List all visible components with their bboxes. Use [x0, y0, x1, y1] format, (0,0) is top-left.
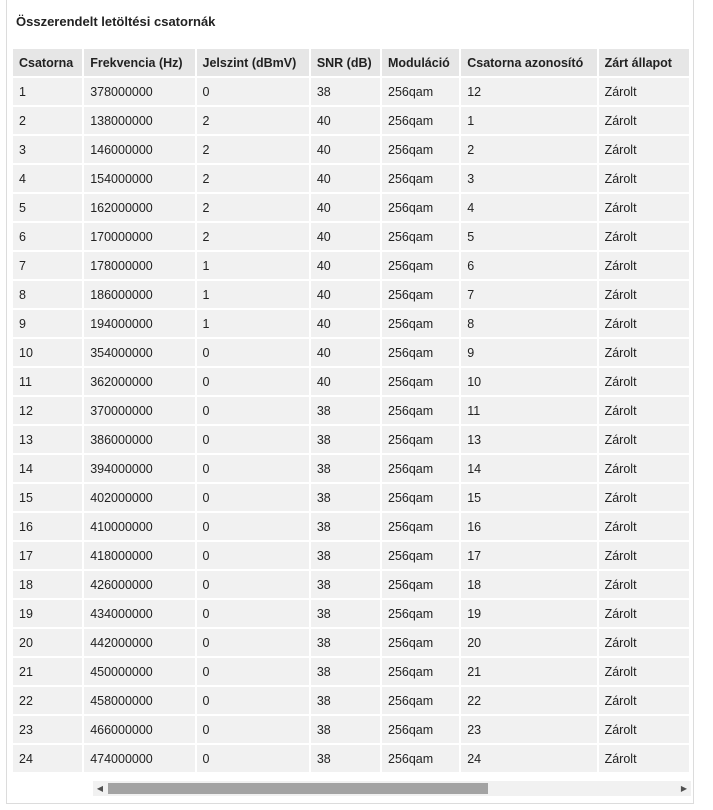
cell-channel-id: 10 [461, 368, 596, 395]
cell-channel: 6 [13, 223, 82, 250]
cell-modulation: 256qam [382, 339, 459, 366]
cell-channel: 2 [13, 107, 82, 134]
cell-channel: 24 [13, 745, 82, 772]
cell-snr: 38 [311, 542, 380, 569]
cell-lock-status: Zárolt [599, 107, 689, 134]
table-row [13, 426, 689, 453]
cell-lock-status: Zárolt [599, 368, 689, 395]
cell-snr: 38 [311, 455, 380, 482]
cell-lock-status: Zárolt [599, 600, 689, 627]
cell-snr: 38 [311, 426, 380, 453]
table-row [13, 600, 689, 627]
cell-modulation: 256qam [382, 426, 459, 453]
cell-power-level: 2 [197, 165, 309, 192]
cell-snr: 40 [311, 252, 380, 279]
cell-lock-status: Zárolt [599, 136, 689, 163]
cell-snr: 40 [311, 136, 380, 163]
cell-lock-status: Zárolt [599, 745, 689, 772]
cell-frequency: 378000000 [84, 78, 194, 105]
cell-frequency: 418000000 [84, 542, 194, 569]
cell-lock-status: Zárolt [599, 658, 689, 685]
cell-lock-status: Zárolt [599, 78, 689, 105]
cell-frequency: 154000000 [84, 165, 194, 192]
table-body [13, 78, 689, 772]
cell-snr: 40 [311, 339, 380, 366]
cell-power-level: 0 [197, 426, 309, 453]
cell-power-level: 0 [197, 629, 309, 656]
cell-power-level: 0 [197, 542, 309, 569]
cell-channel: 14 [13, 455, 82, 482]
cell-channel: 23 [13, 716, 82, 743]
cell-channel-id: 7 [461, 281, 596, 308]
cell-power-level: 0 [197, 368, 309, 395]
cell-frequency: 426000000 [84, 571, 194, 598]
cell-power-level: 0 [197, 716, 309, 743]
cell-channel-id: 17 [461, 542, 596, 569]
cell-channel: 13 [13, 426, 82, 453]
scrollbar-thumb[interactable] [108, 783, 488, 794]
cell-modulation: 256qam [382, 658, 459, 685]
cell-snr: 40 [311, 310, 380, 337]
cell-power-level: 0 [197, 658, 309, 685]
cell-power-level: 0 [197, 513, 309, 540]
horizontal-scrollbar[interactable] [93, 781, 691, 796]
cell-channel-id: 19 [461, 600, 596, 627]
cell-snr: 38 [311, 716, 380, 743]
cell-snr: 38 [311, 484, 380, 511]
cell-modulation: 256qam [382, 687, 459, 714]
cell-lock-status: Zárolt [599, 426, 689, 453]
cell-frequency: 146000000 [84, 136, 194, 163]
cell-snr: 38 [311, 397, 380, 424]
table-row [13, 194, 689, 221]
cell-channel-id: 5 [461, 223, 596, 250]
cell-frequency: 434000000 [84, 600, 194, 627]
cell-snr: 38 [311, 745, 380, 772]
cell-modulation: 256qam [382, 368, 459, 395]
cell-modulation: 256qam [382, 107, 459, 134]
cell-frequency: 450000000 [84, 658, 194, 685]
table-row [13, 716, 689, 743]
cell-modulation: 256qam [382, 629, 459, 656]
cell-power-level: 2 [197, 194, 309, 221]
cell-power-level: 2 [197, 223, 309, 250]
cell-channel: 4 [13, 165, 82, 192]
cell-channel-id: 16 [461, 513, 596, 540]
downstream-channels-table [13, 49, 689, 774]
table-row [13, 629, 689, 656]
cell-channel: 10 [13, 339, 82, 366]
cell-channel-id: 14 [461, 455, 596, 482]
cell-frequency: 362000000 [84, 368, 194, 395]
cell-lock-status: Zárolt [599, 542, 689, 569]
cell-channel-id: 21 [461, 658, 596, 685]
cell-lock-status: Zárolt [599, 455, 689, 482]
cell-modulation: 256qam [382, 136, 459, 163]
cell-lock-status: Zárolt [599, 484, 689, 511]
cell-lock-status: Zárolt [599, 716, 689, 743]
cell-channel-id: 13 [461, 426, 596, 453]
cell-power-level: 0 [197, 745, 309, 772]
cell-modulation: 256qam [382, 281, 459, 308]
cell-lock-status: Zárolt [599, 223, 689, 250]
table-row [13, 223, 689, 250]
cell-snr: 38 [311, 658, 380, 685]
cell-channel-id: 3 [461, 165, 596, 192]
cell-snr: 40 [311, 165, 380, 192]
cell-power-level: 1 [197, 252, 309, 279]
table-row [13, 513, 689, 540]
cell-frequency: 410000000 [84, 513, 194, 540]
cell-power-level: 0 [197, 571, 309, 598]
cell-channel: 15 [13, 484, 82, 511]
cell-modulation: 256qam [382, 252, 459, 279]
cell-frequency: 138000000 [84, 107, 194, 134]
cell-lock-status: Zárolt [599, 571, 689, 598]
column-header-snr: SNR (dB) [311, 49, 380, 76]
cell-lock-status: Zárolt [599, 513, 689, 540]
cell-lock-status: Zárolt [599, 629, 689, 656]
cell-lock-status: Zárolt [599, 165, 689, 192]
page-gutter [695, 0, 713, 810]
column-header-frequency: Frekvencia (Hz) [84, 49, 194, 76]
cell-channel: 3 [13, 136, 82, 163]
table-row [13, 78, 689, 105]
cell-channel: 12 [13, 397, 82, 424]
cell-channel-id: 8 [461, 310, 596, 337]
table-row [13, 542, 689, 569]
cell-power-level: 0 [197, 484, 309, 511]
cell-power-level: 0 [197, 687, 309, 714]
cell-channel: 8 [13, 281, 82, 308]
cell-power-level: 0 [197, 397, 309, 424]
cell-channel-id: 4 [461, 194, 596, 221]
cell-lock-status: Zárolt [599, 281, 689, 308]
cell-modulation: 256qam [382, 194, 459, 221]
section-title: Összerendelt letöltési csatornák [16, 14, 216, 29]
table-row [13, 658, 689, 685]
cell-modulation: 256qam [382, 310, 459, 337]
cell-modulation: 256qam [382, 716, 459, 743]
table-scroll-container[interactable] [13, 49, 689, 775]
cell-channel-id: 23 [461, 716, 596, 743]
chevron-right-icon[interactable]: ▶ [680, 784, 688, 793]
cell-channel: 16 [13, 513, 82, 540]
cell-power-level: 1 [197, 310, 309, 337]
cell-channel: 21 [13, 658, 82, 685]
cell-frequency: 162000000 [84, 194, 194, 221]
cell-channel-id: 22 [461, 687, 596, 714]
cell-modulation: 256qam [382, 78, 459, 105]
cell-channel-id: 20 [461, 629, 596, 656]
column-header-modulation: Moduláció [382, 49, 459, 76]
cell-snr: 38 [311, 687, 380, 714]
cell-channel-id: 24 [461, 745, 596, 772]
cell-channel-id: 12 [461, 78, 596, 105]
cell-channel: 11 [13, 368, 82, 395]
table-row [13, 165, 689, 192]
cell-channel-id: 2 [461, 136, 596, 163]
cell-channel: 17 [13, 542, 82, 569]
cell-modulation: 256qam [382, 513, 459, 540]
table-row [13, 571, 689, 598]
table-row [13, 687, 689, 714]
cell-lock-status: Zárolt [599, 339, 689, 366]
cell-frequency: 402000000 [84, 484, 194, 511]
cell-lock-status: Zárolt [599, 194, 689, 221]
cell-modulation: 256qam [382, 165, 459, 192]
cell-snr: 38 [311, 513, 380, 540]
table-row [13, 484, 689, 511]
cell-modulation: 256qam [382, 397, 459, 424]
cell-frequency: 474000000 [84, 745, 194, 772]
cell-channel: 5 [13, 194, 82, 221]
cell-snr: 38 [311, 571, 380, 598]
cell-channel: 1 [13, 78, 82, 105]
cell-modulation: 256qam [382, 600, 459, 627]
column-header-channel: Csatorna [13, 49, 82, 76]
cell-frequency: 186000000 [84, 281, 194, 308]
cell-modulation: 256qam [382, 484, 459, 511]
cell-channel: 9 [13, 310, 82, 337]
cell-power-level: 0 [197, 455, 309, 482]
table-header-row [13, 49, 689, 76]
cell-frequency: 370000000 [84, 397, 194, 424]
cell-frequency: 458000000 [84, 687, 194, 714]
cell-snr: 40 [311, 107, 380, 134]
cell-power-level: 0 [197, 78, 309, 105]
cell-power-level: 2 [197, 107, 309, 134]
column-header-power-level: Jelszint (dBmV) [197, 49, 309, 76]
cell-frequency: 170000000 [84, 223, 194, 250]
cell-frequency: 354000000 [84, 339, 194, 366]
cell-frequency: 194000000 [84, 310, 194, 337]
cell-frequency: 442000000 [84, 629, 194, 656]
cell-channel-id: 9 [461, 339, 596, 366]
table-row [13, 107, 689, 134]
cell-modulation: 256qam [382, 542, 459, 569]
table-row [13, 136, 689, 163]
column-header-lock-status: Zárt állapot [599, 49, 689, 76]
table-row [13, 745, 689, 772]
table-row [13, 281, 689, 308]
cell-modulation: 256qam [382, 223, 459, 250]
cell-snr: 40 [311, 368, 380, 395]
cell-snr: 38 [311, 600, 380, 627]
cell-snr: 40 [311, 223, 380, 250]
cell-channel: 20 [13, 629, 82, 656]
cell-frequency: 466000000 [84, 716, 194, 743]
table-row [13, 397, 689, 424]
cell-power-level: 0 [197, 600, 309, 627]
cell-power-level: 0 [197, 339, 309, 366]
cell-power-level: 1 [197, 281, 309, 308]
cell-snr: 40 [311, 194, 380, 221]
cell-snr: 38 [311, 78, 380, 105]
column-header-channel-id: Csatorna azonosító [461, 49, 596, 76]
cell-frequency: 394000000 [84, 455, 194, 482]
downstream-channels-panel [6, 0, 694, 804]
cell-modulation: 256qam [382, 745, 459, 772]
cell-channel: 18 [13, 571, 82, 598]
cell-channel: 7 [13, 252, 82, 279]
cell-modulation: 256qam [382, 455, 459, 482]
table-row [13, 368, 689, 395]
table-row [13, 455, 689, 482]
table-row [13, 252, 689, 279]
cell-snr: 40 [311, 281, 380, 308]
cell-channel: 22 [13, 687, 82, 714]
cell-snr: 38 [311, 629, 380, 656]
cell-channel: 19 [13, 600, 82, 627]
table-row [13, 310, 689, 337]
cell-channel-id: 6 [461, 252, 596, 279]
cell-lock-status: Zárolt [599, 687, 689, 714]
cell-power-level: 2 [197, 136, 309, 163]
cell-channel-id: 15 [461, 484, 596, 511]
cell-lock-status: Zárolt [599, 397, 689, 424]
cell-channel-id: 18 [461, 571, 596, 598]
cell-frequency: 386000000 [84, 426, 194, 453]
cell-channel-id: 11 [461, 397, 596, 424]
cell-modulation: 256qam [382, 571, 459, 598]
cell-channel-id: 1 [461, 107, 596, 134]
cell-frequency: 178000000 [84, 252, 194, 279]
cell-lock-status: Zárolt [599, 252, 689, 279]
table-row [13, 339, 689, 366]
cell-lock-status: Zárolt [599, 310, 689, 337]
chevron-left-icon[interactable]: ◀ [96, 784, 104, 793]
